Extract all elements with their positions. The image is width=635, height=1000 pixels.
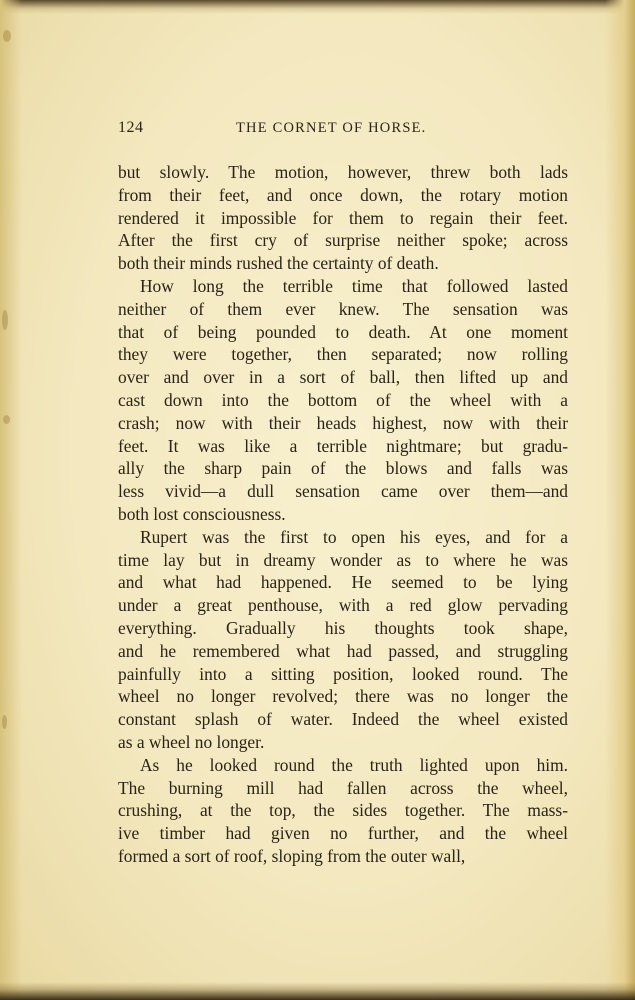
paragraph bbox=[118, 526, 568, 754]
text-line: both their minds rushed the certainty of death. bbox=[118, 253, 439, 274]
foxing-stain bbox=[2, 715, 7, 729]
text-line: ally the sharp pain of the blows and falls was bbox=[118, 458, 568, 479]
page-left-edge bbox=[0, 0, 22, 1000]
text-line: less vivid—a dull sensation came over them—and bbox=[118, 481, 568, 502]
text-line: Rupert was the first to open his eyes, and for a bbox=[140, 526, 568, 547]
foxing-stain bbox=[2, 310, 8, 330]
text-line: rendered it impossible for them to regain their feet. bbox=[118, 207, 568, 228]
text-line: ive timber had given no further, and the wheel bbox=[118, 823, 568, 844]
page-body-text bbox=[118, 161, 568, 868]
text-line: but slowly. The motion, however, threw both lads bbox=[118, 162, 568, 182]
page-number: 124 bbox=[118, 119, 144, 136]
text-line: formed a sort of roof, sloping from the outer wall, bbox=[118, 845, 466, 866]
text-line: After the first cry of surprise neither spoke; across bbox=[118, 230, 568, 251]
text-line: feet. It was like a terrible nightmare; but gradu- bbox=[118, 435, 568, 456]
text-line: painfully into a sitting position, looked round. The bbox=[118, 663, 568, 684]
text-line: that of being pounded to death. At one moment bbox=[118, 321, 568, 342]
text-line: and what had happened. He seemed to be lying bbox=[118, 572, 568, 593]
paragraph bbox=[118, 161, 568, 275]
text-line: cast down into the bottom of the wheel with a bbox=[118, 389, 568, 410]
text-line: and he remembered what had passed, and struggling bbox=[118, 640, 568, 661]
text-line: they were together, then separated; now rolling bbox=[118, 344, 568, 365]
text-line: neither of them ever knew. The sensation was bbox=[118, 298, 568, 319]
page-right-edge bbox=[605, 0, 635, 1000]
page-top-shadow bbox=[0, 0, 635, 14]
text-line: under a great penthouse, with a red glow pervading bbox=[118, 595, 568, 616]
text-line: over and over in a sort of ball, then lifted up and bbox=[118, 367, 568, 388]
paragraph bbox=[118, 275, 568, 526]
text-line: How long the terrible time that followed lasted bbox=[140, 275, 568, 296]
foxing-stain bbox=[3, 415, 10, 424]
text-line: time lay but in dreamy wonder as to where he was bbox=[118, 549, 568, 570]
text-line: As he looked round the truth lighted upon him. bbox=[140, 754, 568, 775]
text-line: as a wheel no longer. bbox=[118, 731, 265, 752]
page-header bbox=[118, 119, 570, 139]
text-line: everything. Gradually his thoughts took shape, bbox=[118, 617, 568, 638]
foxing-stain bbox=[3, 30, 11, 42]
text-line: from their feet, and once down, the rotary motion bbox=[118, 184, 568, 205]
text-line: crushing, at the top, the sides together. The mass- bbox=[118, 800, 568, 821]
text-line: both lost consciousness. bbox=[118, 503, 286, 524]
running-title: THE CORNET OF HORSE. bbox=[236, 120, 427, 136]
text-line: The burning mill had fallen across the wheel, bbox=[118, 777, 568, 798]
text-line: constant splash of water. Indeed the wheel existed bbox=[118, 709, 568, 730]
paragraph bbox=[118, 754, 568, 868]
text-line: wheel no longer revolved; there was no longer the bbox=[118, 686, 568, 707]
text-line: crash; now with their heads highest, now with their bbox=[118, 412, 568, 433]
page-bottom-shadow bbox=[0, 982, 635, 1000]
